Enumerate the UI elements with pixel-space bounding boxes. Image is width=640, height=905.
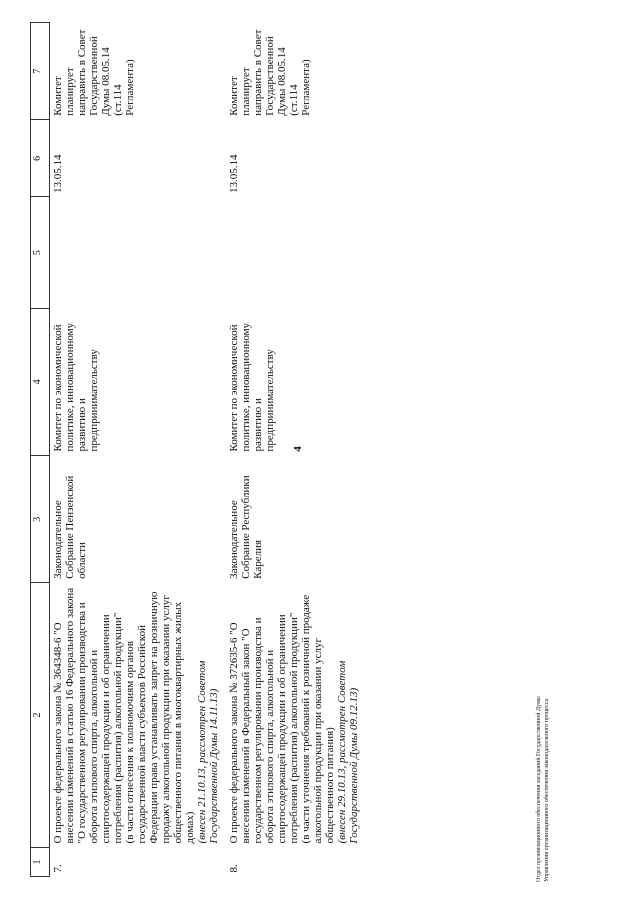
col5-cell (50, 197, 227, 308)
plan-cell: Комитет планирует направить в Совет Государственной Думы 08.05.14 (ст.114 Регламента) (52, 29, 136, 116)
footer-line-2: Управления организационного обеспечения законодательного процесса (544, 698, 550, 882)
footer-line-1: Отдел организационного обеспечения заседаний Государственной Думы (536, 696, 542, 882)
header-col-5: 5 (31, 197, 50, 308)
table-row (226, 23, 366, 877)
row-number: 7. (52, 864, 64, 873)
header-col-1: 1 (31, 847, 50, 876)
author-cell: Законодательное Собрание Пензенской области (52, 475, 88, 579)
row-number: 8. (228, 864, 240, 873)
plan-cell: Комитет планирует направить в Совет Государственной Думы 08.05.14 (ст.114 Регламента) (228, 29, 312, 116)
date-cell: 13.05.14 (52, 154, 64, 193)
committee-cell: Комитет по экономической политике, инновационному развитию и предпринимательству (52, 322, 100, 452)
bill-intro: (внесен 21.10.13, рассмотрен Советом Государственной Думы 14.11.13) (196, 660, 220, 844)
bill-title: О проекте федерального закона № 364348-6 "О внесении изменений в статью 16 Федерального закона "О государственном регулировании производства и оборота этилового спирта, алкогольной и спиртосодержащей продукции и об ограничении потребления (распития) алкогольной продукции" (52, 587, 124, 844)
header-col-2: 2 (31, 583, 50, 848)
bill-cell (226, 583, 366, 848)
header-col-6: 6 (31, 120, 50, 197)
header-col-7: 7 (31, 23, 50, 120)
footer-note (535, 582, 551, 882)
page-number: 4 (291, 446, 304, 452)
date-cell: 13.05.14 (228, 154, 240, 193)
bill-detail: (в части отнесения к полномочиям органов государственной власти субъектов Российской Федерации права устанавливать запрет на розничную продажу алкогольной продукции при оказании услуг общественного питания в многоквартирных жилых домах) (124, 591, 196, 844)
table-row (50, 23, 227, 877)
header-col-4: 4 (31, 308, 50, 455)
bill-cell (50, 583, 227, 848)
author-cell: Законодательное Собрание Республики Карелия (228, 475, 264, 579)
bill-detail: (в части уточнения требований к розничной продаже алкогольной продукции при оказании услуг общественного питания) (300, 594, 336, 844)
bill-intro: (внесен 29.10.13, рассмотрен Советом Государственной Думы 09.12.13) (336, 660, 360, 844)
header-col-3: 3 (31, 456, 50, 583)
table-header-row (31, 23, 50, 877)
bill-title: О проекте федерального закона № 372635-6 "О внесении изменений в Федеральный закон "О государственном регулировании производства и оборота этилового спирта, алкогольной и спиртосодержащей продукции и об ограничении потребления (распития) алкогольной продукции" (228, 612, 300, 844)
committee-cell: Комитет по экономической политике, инновационному развитию и предпринимательству (228, 322, 276, 452)
col5-cell (226, 197, 366, 308)
